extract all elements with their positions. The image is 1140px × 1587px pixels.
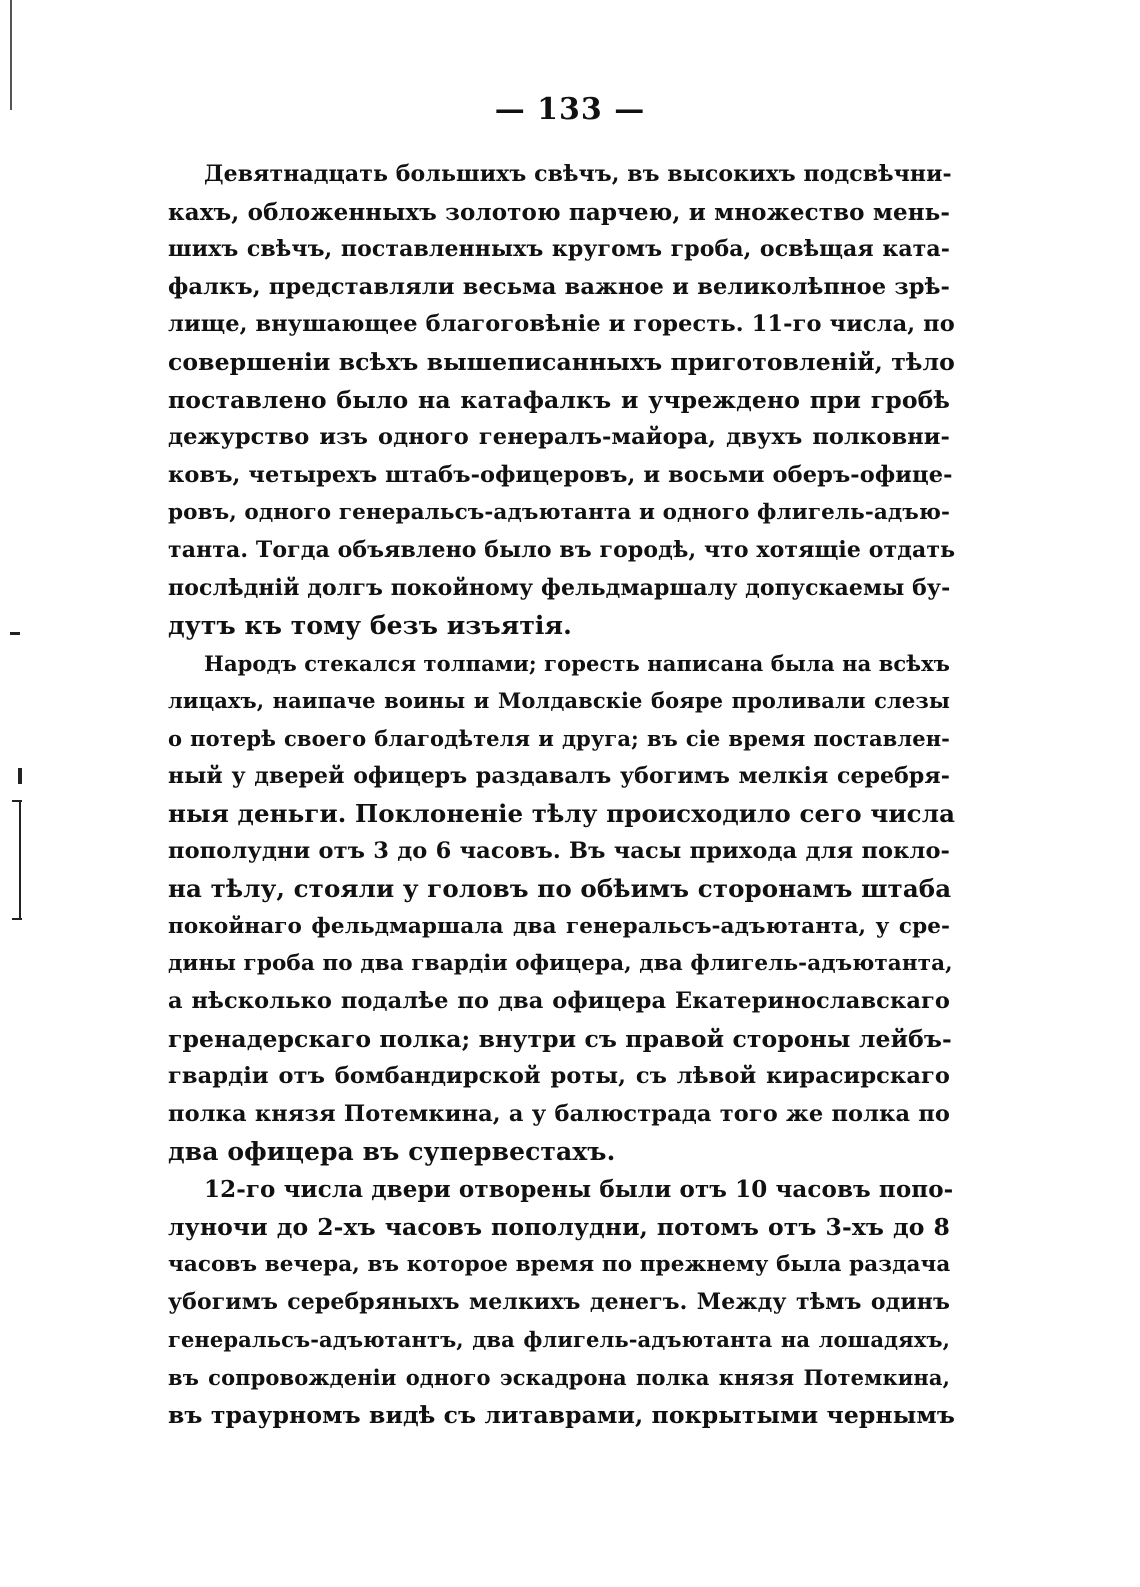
text-line: ныя деньги. Поклоненіе тѣлу происходило сего числа (168, 799, 956, 829)
text-line: въ сопровожденіи одного эскадрона полка князя Потемкина, (168, 1365, 950, 1390)
text-line: ковъ, четырехъ штабъ-офицеровъ, и восьми оберъ-офице- (168, 461, 953, 488)
text-line: часовъ вечера, въ которое время по прежнему была раздача (168, 1252, 951, 1278)
text-line: въ траурномъ видѣ съ литаврами, покрытыми чернымъ (168, 1400, 956, 1429)
text-line: кахъ, обложенныхъ золотою парчею, и множество мень- (168, 198, 950, 226)
text-line: лище, внушающее благоговѣніе и горесть. 11-го числа, по (168, 311, 955, 338)
text-line: поставлено было на катафалкъ и учреждено при гробѣ (168, 385, 950, 414)
text-line: о потерѣ своего благодѣтеля и друга; въ сіе время поставлен- (168, 725, 950, 751)
text-line: ровъ, одного генеральсъ-адъютанта и одного флигель-адъю- (168, 500, 951, 526)
text-line: послѣдній долгъ покойному фельдмаршалу допускаемы бу- (168, 574, 951, 601)
text-line: 12-го числа двери отворены были отъ 10 часовъ попо- (204, 1176, 954, 1204)
body-text (168, 156, 956, 1434)
text-line: гренадерскаго полка; внутри съ правой стороны лейбъ- (168, 1024, 952, 1053)
scan-margin-mark (12, 800, 22, 802)
text-line: фалкъ, представляли весьма важное и великолѣпное зрѣ- (168, 273, 950, 300)
scan-margin-mark (10, 632, 20, 635)
text-line: дины гроба по два гвардіи офицера, два флигель-адъютанта, (168, 951, 953, 977)
text-line: а нѣсколько подалѣе по два офицера Екатеринославскаго (168, 988, 950, 1015)
text-line: полка князя Потемкина, а у балюстрада того же полка по (168, 1100, 950, 1127)
text-line: ный у дверей офицеръ раздавалъ убогимъ мелкія серебря- (168, 762, 950, 789)
text-line: Народъ стекался толпами; горесть написана была на всѣхъ (204, 650, 950, 676)
paragraph-1 (168, 156, 956, 645)
paragraph-2 (168, 645, 956, 1171)
text-line: на тѣлу, стояли у головъ по обѣимъ сторонамъ штаба (168, 874, 952, 904)
text-line: шихъ свѣчъ, поставленныхъ кругомъ гроба, освѣщая ката- (168, 236, 950, 263)
text-line: покойнаго фельдмаршала два генеральсъ-адъютанта, у сре- (168, 913, 950, 939)
text-line: совершеніи всѣхъ вышеписанныхъ приготовленій, тѣло (168, 347, 955, 376)
text-line: два офицера въ супервестахъ. (168, 1137, 616, 1167)
text-line: дежурство изъ одного генералъ-майора, двухъ полковни- (168, 424, 950, 451)
text-line: дутъ къ тому безъ изъятія. (168, 611, 572, 641)
text-line: убогимъ серебряныхъ мелкихъ денегъ. Между тѣмъ одинъ (168, 1288, 950, 1315)
text-line: пополудни отъ 3 до 6 часовъ. Въ часы прихода для покло- (168, 837, 950, 864)
scan-margin-bracket (19, 800, 21, 920)
text-line: луночи до 2-хъ часовъ пополудни, потомъ отъ 3-хъ до 8 (168, 1212, 950, 1241)
text-line: гвардіи отъ бомбандирской роты, съ лѣвой кирасирскаго (168, 1063, 950, 1090)
text-line: лицахъ, наипаче воины и Молдавскіе бояре проливали слезы (168, 688, 950, 714)
paragraph-3 (168, 1171, 956, 1434)
scan-margin-mark (18, 768, 22, 784)
text-line: Девятнадцать большихъ свѣчъ, въ высокихъ подсвѣчни- (204, 161, 952, 187)
text-line: танта. Тогда объявлено было въ городѣ, что хотящіе отдать (168, 536, 956, 563)
text-line: генеральсъ-адъютантъ, два флигель-адъютанта на лошадяхъ, (168, 1327, 950, 1353)
page-number: — 133 — (494, 92, 646, 127)
scan-margin-mark (12, 918, 22, 920)
